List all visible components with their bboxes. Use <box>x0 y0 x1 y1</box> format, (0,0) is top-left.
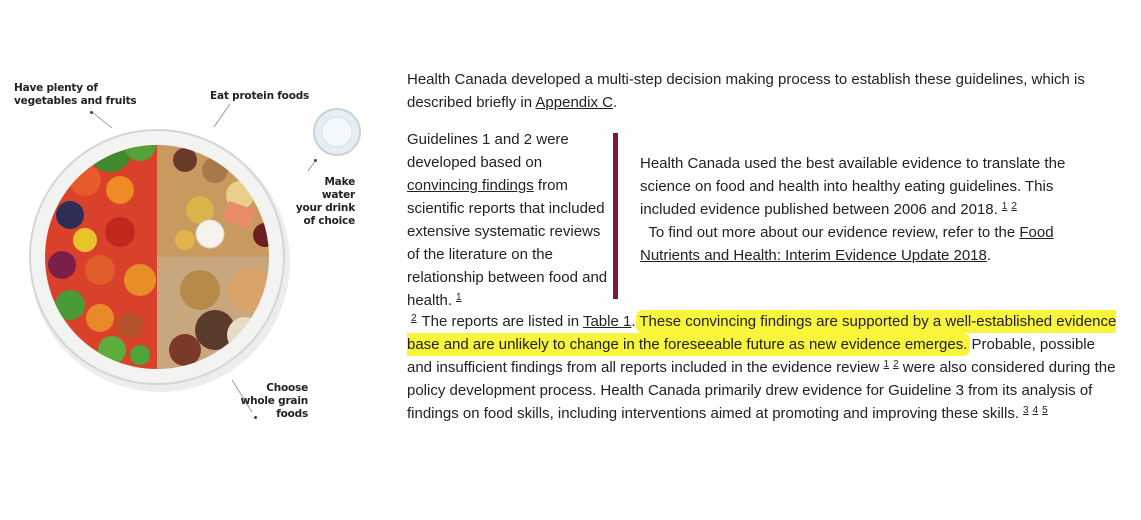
water-label <box>295 176 355 228</box>
vegetables-label-line1: Have plenty of <box>14 82 98 94</box>
grain-label-line2: whole grain <box>240 395 308 407</box>
footnote-ref-1[interactable]: 1 <box>456 292 462 303</box>
callout-text-2: To find out more about our evidence review, refer to the <box>648 224 1020 241</box>
findings-text-3: Probable, possible and insufficient findings from all reports included in the evidence review <box>407 336 1095 376</box>
findings-text-4: were also considered during the policy development process. Health Canada primarily drew evidence for Guideline 3 from its analysis of findings on food skills, including interventions aimed at promoting and improving these skills. <box>407 359 1116 422</box>
grain-label-line3: foods <box>276 408 308 420</box>
intro-end: . <box>612 94 618 111</box>
callout-text: Health Canada used the best available evidence to translate the science on food and health into healthy eating guidelines. This included evidence published between 2006 and 2018. <box>640 155 1066 218</box>
lower-ref-2[interactable]: 2 <box>893 359 899 370</box>
callout-rule <box>613 133 618 299</box>
grain-dot <box>254 416 257 419</box>
lower-ref-1[interactable]: 1 <box>883 359 890 370</box>
appendix-c-link[interactable]: Appendix C <box>535 94 613 111</box>
findings-paragraph <box>407 310 1117 425</box>
protein-label: Eat protein foods <box>210 90 310 102</box>
food-guide-plate-image <box>0 0 400 515</box>
callout-ref-2[interactable]: 2 <box>1011 201 1017 212</box>
plate-illustration <box>0 0 400 515</box>
convincing-findings-link[interactable]: convincing findings <box>407 177 534 194</box>
water-label-line3: of choice <box>303 215 355 227</box>
intro-text: Health Canada developed a multi-step decision making process to establish these guidelines, which is described briefly in <box>407 71 1085 111</box>
grain-label <box>238 382 308 421</box>
lower-ref-5[interactable]: 5 <box>1042 405 1048 416</box>
findings-text: The reports are listed in <box>417 313 583 330</box>
table-1-link[interactable]: Table 1 <box>582 313 632 330</box>
grain-label-line1: Choose <box>266 382 308 394</box>
vegetables-label-line2: vegetables and fruits <box>14 95 137 107</box>
highlighted-text: These convincing findings are supported by a well-established evidence base and are unlikely to change in the foreseeable future as new evidence emerges. <box>407 313 1117 353</box>
water-dot <box>314 159 317 162</box>
lower-ref-3[interactable]: 3 <box>1023 405 1029 416</box>
guidelines-text-2: from scientific reports that included extensive systematic reviews of the literature on the relationship between food and health. <box>407 177 608 309</box>
guidelines-text: Guidelines 1 and 2 were developed based on <box>407 131 569 171</box>
vegetables-label <box>14 82 136 108</box>
callout-end: . <box>986 247 992 264</box>
vegetables-dot <box>90 111 93 114</box>
water-label-line2: your drink <box>295 202 355 214</box>
evidence-update-link[interactable]: Food Nutrients and Health: Interim Evidence Update 2018 <box>640 224 1054 264</box>
evidence-callout <box>640 152 1090 267</box>
callout-ref-1[interactable]: 1 <box>1001 201 1008 212</box>
guidelines-paragraph <box>407 128 612 312</box>
findings-text-2: . <box>631 313 640 330</box>
footnote-ref-2[interactable]: 2 <box>411 313 417 324</box>
lower-ref-4[interactable]: 4 <box>1032 405 1039 416</box>
water-label-line1: Make water <box>321 176 355 201</box>
intro-paragraph <box>407 68 1127 114</box>
